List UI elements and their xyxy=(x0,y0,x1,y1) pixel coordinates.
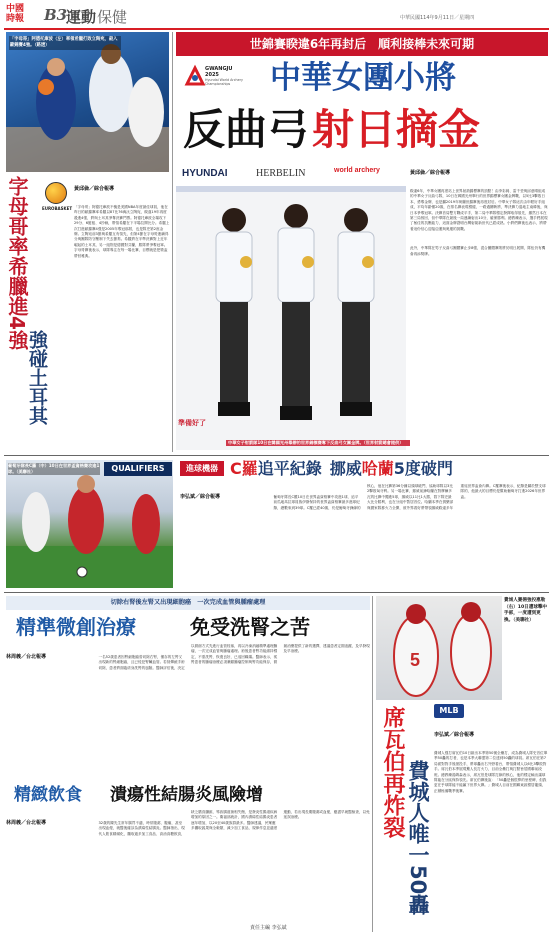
qualifiers-badge xyxy=(104,462,172,476)
ronaldo-byline: 李弘斌／綜合報導 xyxy=(180,493,221,500)
ronaldo-photo xyxy=(6,460,173,588)
archery-photo-art xyxy=(176,158,406,450)
health-headline-3: 精緻飲食 xyxy=(14,785,82,805)
schwarber-photo-caption: 費城人賽揚強投惠勒（右）10日遭球擊中手部，一度遭到更換。（美聯社） xyxy=(504,598,548,623)
giannis-byline: 黃邱倫／綜合報導 xyxy=(74,185,115,192)
svg-text:5: 5 xyxy=(410,650,421,670)
sponsor-world-archery: world archery xyxy=(334,167,380,174)
archer-3 xyxy=(338,208,374,416)
health-byline-1: 林周義／台北報導 xyxy=(6,653,47,660)
masthead xyxy=(0,0,553,28)
health-headline-1: 精準微創治療 xyxy=(16,615,136,639)
archery-kicker-bar xyxy=(176,32,548,56)
mlb-logo-text: MLB xyxy=(439,706,459,715)
section-code: B3 xyxy=(44,6,68,24)
row-divider-2 xyxy=(4,592,549,593)
date-line: 中華民國114年9月11日／星期四 xyxy=(400,15,475,21)
gwangju-logo-sub: Hyundai World Archery Championships xyxy=(205,78,243,86)
eurobasket-logo xyxy=(42,182,73,218)
ronaldo-article xyxy=(180,484,548,588)
ronaldo-headline xyxy=(230,458,550,480)
sponsor-hyundai-1: HYUNDAI xyxy=(182,168,228,179)
archery-byline: 黃邱倫／綜合報導 xyxy=(410,169,451,176)
giannis-article xyxy=(74,176,170,446)
baseball-column-rule xyxy=(372,596,373,932)
qualifiers-label: QUALIFIERS xyxy=(111,464,165,473)
giannis-photo-caption: 「字母哥」阿德托庫波（左）率領希臘打敗立陶宛，殺入歐錦賽4強。（路透） xyxy=(9,36,121,50)
archery-kicker: 世錦賽睽違6年再封后 順利接棒未來可期 xyxy=(249,37,475,51)
eurobasket-logo-text: EUROBASKET xyxy=(42,206,73,211)
ronaldo-photo-art xyxy=(6,460,173,588)
schwarber-body: 費城人強打席瓦伯10日敲出本季第50號全壘打，成為費城人隊史首位單季50轟的打者，也是本季大聯盟第二位達到50轟的球員。席瓦伯在第7局面對對手後援投手，將球轟出右外野看台，帶領費城人以6比3擊敗對手。席瓦伯本季展現驚人長打火力，目前全壘打與打點皆居國聯前段班。總教練湯姆森表示，席瓦伯是球隊打線的核心，他的穩定輸出讓球隊能在分區保持領先。席瓦伯賽後說：「50轟是個很棒的里程碑，但我更在乎球隊能不能贏下世界大賽。」費城人目前在國聯東區穩居龍頭，正積極備戰季後賽。 xyxy=(434,751,548,793)
ronaldo-headline-3: 挪威 xyxy=(329,459,362,478)
section-name: 運動 xyxy=(66,8,97,26)
archery-photo xyxy=(176,158,406,450)
schwarber-photo xyxy=(376,596,502,700)
logo-bottom: 時報 xyxy=(6,14,25,24)
health-article-2 xyxy=(6,810,370,922)
health-kicker-bar xyxy=(6,596,370,610)
health-byline-2: 林周義／台北報導 xyxy=(6,819,47,826)
mlb-logo xyxy=(434,704,464,718)
masthead-rule xyxy=(4,28,549,30)
archer-2 xyxy=(278,204,314,420)
archery-headline-2a: 反曲弓 xyxy=(183,105,310,154)
ronaldo-headline-2: 追平紀錄 xyxy=(257,459,322,478)
schwarber-headline-sub: 費城人唯一50轟 xyxy=(406,760,430,916)
ronaldo-photo-caption: 葡萄牙隊長C羅（中）10日在世界盃資格賽攻進1球。（美聯社） xyxy=(8,463,100,474)
ronaldo-body: 葡萄牙隊長C羅10日在世界盃資格賽中攻進1球，追平前瓜地馬拉球員魯伊斯保持的世界盃資格賽最多進球紀錄，總數來到39球。C羅已經40歲，仍是葡萄牙鋒線的核心，他在比賽第36分鐘以頭球破門，協助球隊以3比2擊敗匈牙利。另一場比賽，挪威前鋒哈蘭在對摩爾多瓦的比賽中獨進5球，挪威以11比1大勝，寫下隊史最大比分勝利，也在分組中暫居首位。哈蘭本季在俱樂部與國家隊都火力全開，被外界看好將帶領挪威睽違多年重返世界盃會內賽。C羅賽後表示，紀錄是屬於整支球隊的，他最大的目標仍是幫助葡萄牙打進2026年世界盃。 xyxy=(273,484,546,510)
gwangju-emblem-icon xyxy=(183,64,207,88)
archery-body: 睽違6年，中華女團再度站上世界射箭錦標賽的頂點！由李彩綺、雷千瑩與邱意晴組成的中華女子反曲弓隊，10日在韓國光州舉行的世界錦標賽女團金牌戰，以5比3擊敗日本，勇奪金牌，也是繼2019年荷蘭世錦賽後再度封后。中華女子隊這次由年輕好手組成，平均年齡僅20歲，在排名賽表現穩健，一路過關斬將，準決賽力退地主南韓後，與日本爭奪冠軍。決賽首局雙方戰成平手，第二局中華隊穩定發揮取得領先，雖然日本在第三局扳回，但中華隊在最後一局連續射出10分，確保勝利。總教練表示，選手們展現了極佳的抗壓能力，這面金牌證明台灣射箭新世代已經成熟。小將們賽後也表示，將帶著這份信心迎接亞運與奧運的挑戰。 xyxy=(410,189,548,231)
eurobasket-ball-icon xyxy=(45,182,67,204)
giannis-body: 「字母哥」阿德托庫波不愧是美國NBA年度最佳球員，他在昨日的歐錦賽率希臘以87比76淘汰立陶宛，睽違19年再度殺進4強，將與土耳其爭奪決賽門票。阿德托庫波全場攻下29分、6籃板、4抄截，帶領希臘在下半場拉開比分。希臘上次打進歐錦賽4強是2005年奪冠那屆，也是隊史第2座金牌。立陶宛前3節與希臘互有領先，但第4節在字母哥連續得分與團隊防守壓制下失去節奏。希臘將在半準決賽對上近年崛起的土耳其，另一組則是德國對芬蘭，勝隊將爭奪冠軍。字母哥賽後表示，球隊專注在每一場比賽，目標就是把獎盃帶回雅典。 xyxy=(74,205,170,258)
ronaldo-headline-5: 5度破門 xyxy=(393,459,453,478)
left-column-rule xyxy=(172,32,173,452)
archery-headline-2b: 射日摘金 xyxy=(312,105,481,154)
health-kicker: 切除右腎後左腎又出現細胞癌 一次完成血管與腫瘤處理 xyxy=(110,599,266,606)
schwarber-headline: 席瓦伯再炸裂 xyxy=(380,706,405,838)
gwangju-logo xyxy=(183,64,243,104)
section-sub: 保健 xyxy=(97,8,128,26)
health-article-1 xyxy=(6,644,370,780)
archery-article xyxy=(410,160,548,452)
ronaldo-headline-1: C羅 xyxy=(230,459,258,478)
archery-headline-1: 中華女團小將 xyxy=(270,60,456,96)
ronaldo-kicker xyxy=(180,461,224,476)
ronaldo-headline-4: 哈蘭 xyxy=(361,459,394,478)
giannis-photo xyxy=(6,32,169,172)
archer-1 xyxy=(216,208,252,416)
schwarber-article xyxy=(434,722,548,930)
row-divider-1 xyxy=(4,455,549,456)
archery-photo-caption: 中華女子射箭隊10日在韓國光州舉辦的世界錦標賽奪下反曲弓女團金牌。（世界射箭總會提供） xyxy=(226,440,410,446)
health-headline-2: 免受洗腎之苦 xyxy=(190,615,310,639)
health-body-1: 一名52歲患者因腎細胞癌曾切除右腎，僅存的左腎又出現新的腎細胞癌，且已侵犯腎臟血管。若採傳統手術切除，患者將面臨終身洗腎的風險。醫師評估後，決定以微創方式先進行血管栓塞，再以冷凍消融精準處理腫瘤，一次完成血管與腫瘤處理。術後患者腎功能維持穩定，不需洗腎，恢復良好，已返回職場。醫師表示，孤腎患者的腫瘤治療必須兼顧腫瘤控制與腎功能保存，微創治療提供了新的選擇，建議患者定期追蹤，及早發現及早治療。 xyxy=(98,644,370,670)
giannis-headline-sub: 強碰土耳其 xyxy=(26,330,48,425)
health-body-2: 32歲的陳先生常年腸胃不適，時常腹瀉、腹痛，甚至出現血便，就醫後確診為潰瘍性結腸炎。醫師指出，現代人飲食精緻化，攝取過多加工食品、高油高糖飲食，缺乏膳食纖維，導致腸道菌相失衡，是發炎性腸道疾病增加的原因之一。衛福部統計，國內潰瘍性結腸炎患者逐年增加，以20至40歲族群最多。醫師建議，民眾應多攝取蔬果與全穀類，減少加工食品，規律作息並適度運動，若出現長期腹瀉或血便，應盡早就醫檢查，以免延誤治療。 xyxy=(98,810,370,836)
ronaldo-kicker-text: 進球機器 xyxy=(186,464,218,473)
archery-body-tail: 此外，中華隊在男子反曲弓團體賽止步8強，混合團體賽則將於明日展開，隊伍仍有機會再添獎牌。 xyxy=(410,246,546,256)
giannis-photo-art xyxy=(6,32,169,172)
health-editor: 責任主編 李弘斌 xyxy=(250,925,287,931)
sponsor-herbelin: HERBELIN xyxy=(256,168,306,179)
newspaper-logo xyxy=(6,4,32,24)
health-headline-4: 潰瘍性結腸炎風險增 xyxy=(110,785,263,805)
gwangju-logo-text: GWANGJU 2025 xyxy=(205,66,233,78)
archery-photo-tag: 準備好了 xyxy=(178,419,206,427)
schwarber-photo-art xyxy=(376,596,502,700)
logo-top: 中國 xyxy=(6,4,25,14)
schwarber-byline: 李弘斌／綜合報導 xyxy=(434,731,475,738)
giannis-headline-main: 字母哥率希臘進4強 xyxy=(5,176,29,350)
